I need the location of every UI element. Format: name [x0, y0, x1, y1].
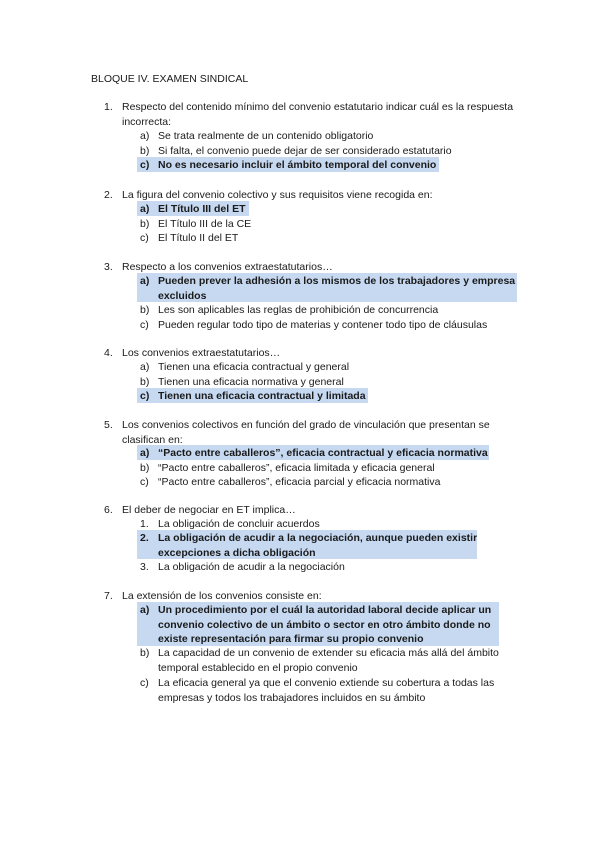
question-text: Respecto del contenido mínimo del convenio estatutario indicar cuál es la respuesta incorrecta: [122, 101, 514, 128]
option-text: Se trata realmente de un contenido obligatorio [158, 130, 374, 142]
option-text: “Pacto entre caballeros”, eficacia parcial y eficacia normativa [158, 476, 441, 488]
option-label: b) [140, 217, 150, 230]
question-text: La extensión de los convenios consiste en: [122, 590, 322, 602]
option-label: a) [140, 130, 150, 142]
question-number: 7. [104, 590, 113, 602]
page-title: BLOQUE IV. EXAMEN SINDICAL [91, 73, 249, 85]
question-number: 1. [104, 101, 113, 113]
option-text: Si falta, el convenio puede dejar de ser considerado estatutario [158, 144, 452, 157]
option-label: b) [140, 144, 150, 157]
option-label: a) [140, 447, 150, 459]
option-label: c) [140, 476, 149, 488]
question-number: 4. [104, 347, 113, 359]
option-label: a) [140, 275, 150, 287]
option-text: Tienen una eficacia normativa y general [158, 375, 344, 388]
option-text: Pueden regular todo tipo de materias y contener todo tipo de cláusulas [158, 318, 488, 331]
option-label: 1. [140, 518, 149, 530]
option-label: 2. [140, 532, 149, 544]
question-number: 2. [104, 189, 113, 201]
option-text: La obligación de acudir a la negociación [158, 561, 345, 573]
option-text: No es necesario incluir el ámbito temporal del convenio [158, 159, 437, 171]
option-text: La obligación de concluir acuerdos [158, 518, 320, 530]
question-text: La figura del convenio colectivo y sus requisitos viene recogida en: [122, 189, 433, 201]
option-label: a) [140, 604, 150, 616]
question-text: El deber de negociar en ET implica… [122, 504, 296, 516]
option-text: El Título III del ET [158, 203, 246, 215]
option-label: b) [140, 304, 150, 316]
option-label: c) [140, 159, 150, 171]
option-label: c) [140, 390, 150, 402]
option-label: b) [140, 375, 150, 388]
option-label: a) [140, 361, 150, 373]
question-number: 3. [104, 261, 113, 273]
option-label: c) [140, 232, 149, 244]
option-text: Pueden prever la adhesión a los mismos de los trabajadores y empresa excluidos [158, 275, 516, 302]
option-text: El Título III de la CE [158, 217, 252, 230]
option-label: 3. [140, 561, 149, 573]
option-text: Tienen una eficacia contractual y limitada [158, 390, 366, 402]
option-text: Tienen una eficacia contractual y general [158, 361, 350, 373]
option-label: a) [140, 203, 150, 215]
option-text: Les son aplicables las reglas de prohibición de concurrencia [158, 304, 439, 316]
option-label: b) [140, 647, 150, 659]
question-number: 5. [104, 419, 113, 431]
option-label: c) [140, 677, 149, 689]
option-text: “Pacto entre caballeros”, eficacia contractual y eficacia normativa [158, 447, 488, 459]
option-text: Un procedimiento por el cuál la autoridad laboral decide aplicar un convenio colectivo de un ámbito o sector en otro ámbito donde no existe representación para firmar su propio convenio [158, 604, 492, 645]
option-text: “Pacto entre caballeros”, eficacia limitada y eficacia general [158, 461, 435, 474]
question-text: Los convenios colectivos en función del grado de vinculación que presentan se clasifican en: [122, 419, 490, 446]
question-text: Respecto a los convenios extraestatutarios… [122, 261, 333, 273]
option-text: La capacidad de un convenio de extender su eficacia más allá del ámbito temporal establecido en el propio convenio [158, 647, 499, 674]
option-label: c) [140, 318, 149, 331]
question-text: Los convenios extraestatutarios… [122, 347, 281, 359]
option-text: La obligación de acudir a la negociación, aunque pueden existir excepciones a dicha obligación [158, 532, 478, 559]
option-text: La eficacia general ya que el convenio extiende su cobertura a todas las empresas y todos los trabajadores incluidos en su ámbito [158, 677, 495, 704]
option-text: El Título II del ET [158, 232, 239, 244]
question-number: 6. [104, 504, 113, 516]
option-label: b) [140, 461, 150, 474]
